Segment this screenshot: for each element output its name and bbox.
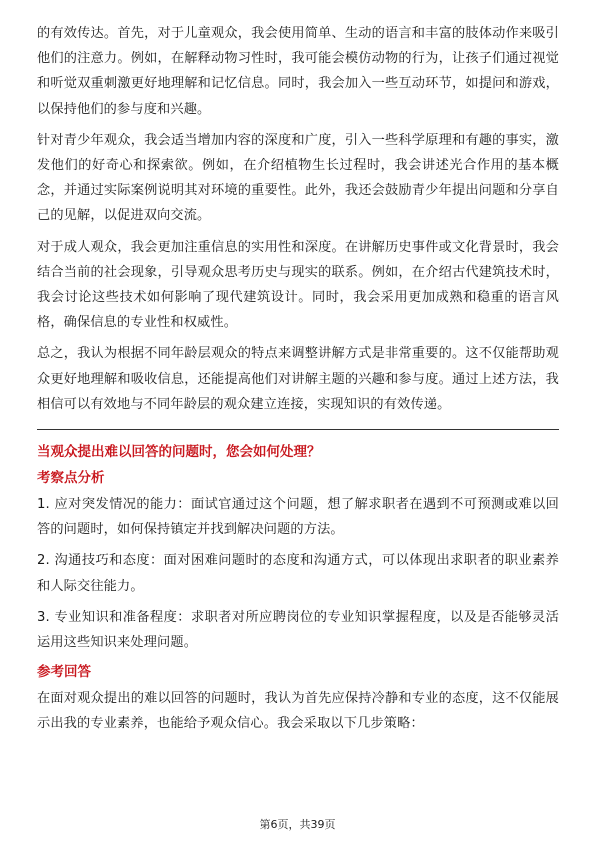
body-paragraph-1: 的有效传达。首先，对于儿童观众，我会使用简单、生动的语言和丰富的肢体动作来吸引他们的注意力。例如，在解释动物习性时，我可能会模仿动物的行为，让孩子们通过视觉和听觉双重刺激更好地理解和记忆信息。同时，我会加入一些互动环节，如提问和游戏，以保持他们的参与度和兴趣。	[37, 26, 559, 117]
analysis-item-3: 3. 专业知识和准备程度：求职者对所应聘岗位的专业知识掌握程度，以及是否能够灵活运用这些知识来处理问题。	[37, 609, 559, 651]
body-paragraph-2: 针对青少年观众，我会适当增加内容的深度和广度，引入一些科学原理和有趣的事实，激发他们的好奇心和探索欲。例如，在介绍植物生长过程时，我会讲述光合作用的基本概念，并通过实际案例说明其对环境的重要性。此外，我还会鼓励青少年提出问题和分享自己的见解，以促进双向交流。	[37, 132, 559, 224]
body-paragraph-4: 总之，我认为根据不同年龄层观众的特点来调整讲解方式是非常重要的。这不仅能帮助观众更好地理解和吸收信息，还能提高他们对讲解主题的兴趣和参与度。通过上述方法，我相信可以有效地与不同年龄层的观众建立连接，实现知识的有效传递。	[37, 346, 559, 412]
analysis-item-1: 1. 应对突发情况的能力：面试官通过这个问题，想了解求职者在遇到不可预测或难以回答的问题时，如何保持镇定并找到解决问题的方法。	[37, 497, 559, 538]
analysis-list	[37, 492, 559, 655]
answer-paragraph: 在面对观众提出的难以回答的问题时，我认为首先应保持冷静和专业的态度，这不仅能展示出我的专业素养，也能给予观众信心。我会采取以下几步策略：	[37, 691, 559, 732]
page-number: 第6页，共39页	[259, 818, 336, 831]
analysis-item-2: 2. 沟通技巧和态度：面对困难问题时的态度和沟通方式，可以体现出求职者的职业素养和人际交往能力。	[37, 553, 559, 594]
answer-heading: 参考回答	[37, 664, 91, 681]
body-paragraph-3: 对于成人观众，我会更加注重信息的实用性和深度。在讲解历史事件或文化背景时，我会结合当前的社会现象，引导观众思考历史与现实的联系。例如，在介绍古代建筑技术时，我会讨论这些技术如何影响了现代建筑设计。同时，我会采用更加成熟和稳重的语言风格，确保信息的专业性和权威性。	[37, 239, 559, 331]
section-divider	[37, 429, 559, 430]
analysis-heading: 考察点分析	[37, 470, 105, 487]
interview-question: 当观众提出难以回答的问题时，您会如何处理？	[37, 444, 321, 461]
page-content	[37, 21, 559, 743]
